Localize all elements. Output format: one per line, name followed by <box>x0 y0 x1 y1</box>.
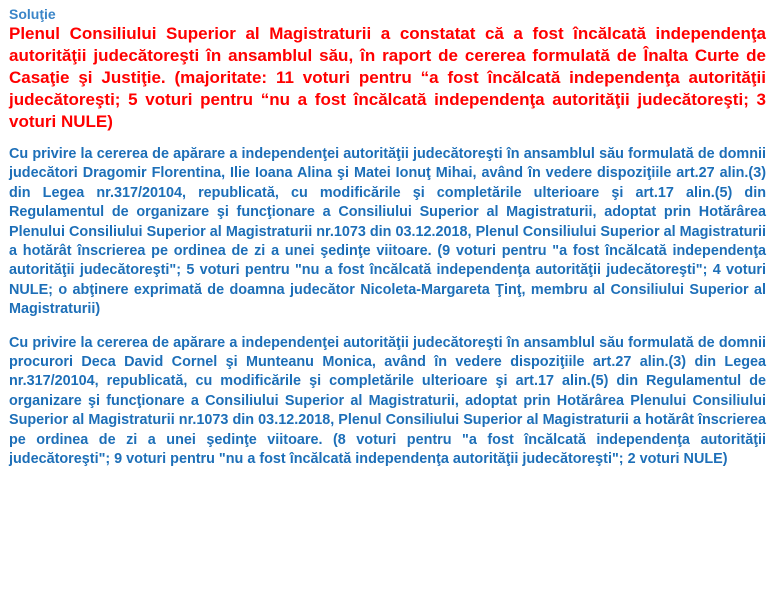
paragraph-judges-request: Cu privire la cererea de apărare a independenţei autorităţii judecătoreşti în ansamblul său formulată de domnii judecători Dragomir Florentina, Ilie Ioana Alina şi Matei Ionuţ Mihai, având în vedere dispoziţiile art.27 alin.(3) din Legea nr.317/20104, republicată, cu modificările şi completările ulterioare şi art.17 alin.(5) din Regulamentul de organizare şi funcţionare a Consiliului Superior al Magistraturii, adoptat prin Hotărârea Plenului Consiliului Superior al Magistraturii nr.1073 din 03.12.2018, Plenul Consiliului Superior al Magistraturii a hotărât înscrierea pe ordinea de zi a unei şedinţe viitoare. (9 voturi pentru "a fost încălcată independenţa autorităţii judecătoreşti"; 5 voturi pentru "nu a fost încălcată independenţa autorităţii judecătoreşti"; 4 voturi NULE; o abţinere exprimată de doamna judecător Nicoleta-Margareta Ţinţ, membru al Consiliului Superior al Magistraturii) <box>9 146 766 318</box>
solution-statement: Plenul Consiliului Superior al Magistraturii a constatat că a fost încălcată independenţa autorităţii judecătoreşti în ansamblul său, în raport de cererea formulată de Înalta Curte de Casaţie şi Justiţie. (majoritate: 11 voturi pentru “a fost încălcată independenţa autorităţii judecătoreşti; 5 voturi pentru “nu a fost încălcată independenţa autorităţii judecătoreşti; 3 voturi NULE) <box>9 24 766 131</box>
paragraph-prosecutors-request: Cu privire la cererea de apărare a independenţei autorităţii judecătoreşti în ansamblul său formulată de domnii procurori Deca David Cornel şi Munteanu Monica, având în vedere dispoziţiile art.27 alin.(3) din Legea nr.317/20104, republicată, cu modificările şi completările ulterioare şi art.17 alin.(5) din Regulamentul de organizare şi funcţionare a Consiliului Superior al Magistraturii, adoptat prin Hotărârea Plenului Consiliului Superior al Magistraturii nr.1073 din 03.12.2018, Plenul Consiliului Superior al Magistraturii a hotărât înscrierea pe ordinea de zi a unei şedinţe viitoare. (8 voturi pentru "a fost încălcată independenţa autorităţii judecătoreşti"; 9 voturi pentru "nu a fost încălcată independenţa autorităţii judecătoreşti"; 2 voturi NULE) <box>9 334 766 468</box>
section-heading: Soluţie <box>9 6 56 22</box>
